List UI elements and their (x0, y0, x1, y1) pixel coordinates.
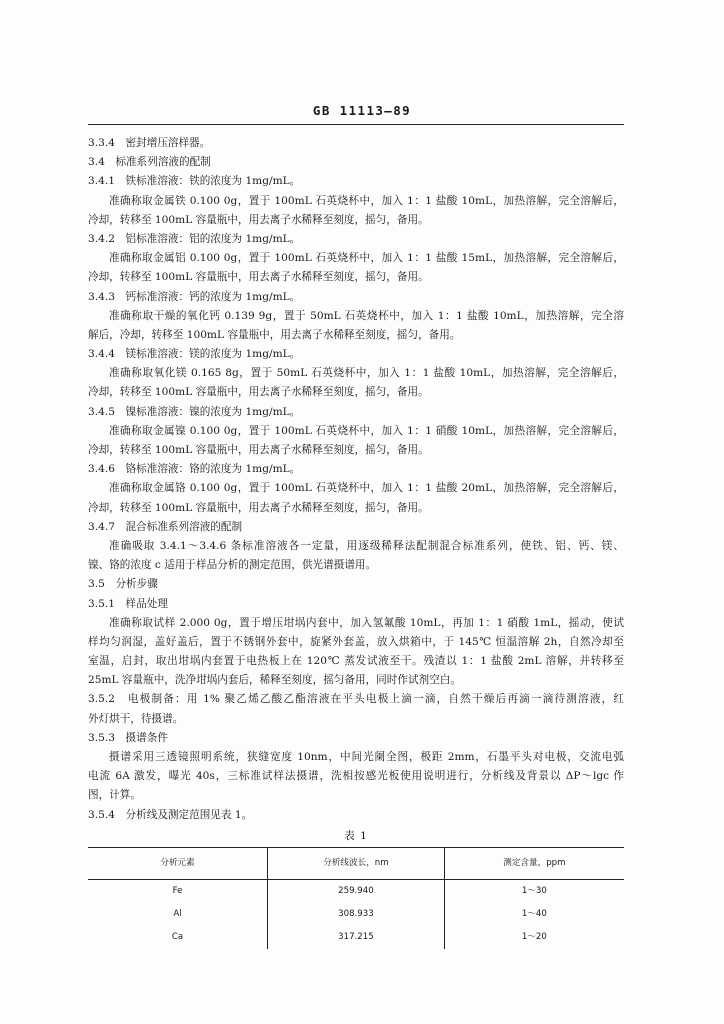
clause-3-4-2-text-cont: 冷却，转移至 100mL 容量瓶中，用去离子水稀释至刻度，摇匀，备用。 (88, 271, 429, 284)
header-range: 测定含量，ppm (444, 847, 624, 879)
cell-wavelength: 259.940 (268, 879, 445, 903)
clause-3-5-1-text-cont-3: 25mL 容量瓶中，洗净坩埚内套后，稀释至刻度，摇匀备用，同时作试剂空白。 (88, 674, 461, 687)
section-3-5-heading: 3.5 分析步骤 (88, 578, 158, 591)
clause-3-5-1-heading: 3.5.1 样品处理 (88, 597, 168, 610)
clause-3-5-2-text: 3.5.2 电极制备：用 1% 聚乙烯乙酸乙酯溶液在平头电极上滴一滴，自然干燥后再滴一滴待测溶液，红 (88, 693, 624, 706)
clause-3-5-3-heading: 3.5.3 摄谱条件 (88, 731, 168, 744)
clause-3-4-5-heading: 3.4.5 镍标准溶液：镍的浓度为 1mg/mL。 (88, 405, 301, 418)
clause-3-4-1-text: 准确称取金属铁 0.100 0g，置于 100mL 石英烧杯中，加入 1：1 盐酸 10mL，加热溶解，完全溶解后， (109, 194, 624, 207)
clause-3-4-7-text-cont: 镍、铬的浓度 c 适用于样品分析的测定范围，供光谱摄谱用。 (88, 559, 377, 572)
clause-3-4-3-heading: 3.4.3 钙标准溶液：钙的浓度为 1mg/mL。 (88, 290, 301, 303)
clause-3-4-1-text-cont: 冷却，转移至 100mL 容量瓶中，用去离子水稀释至刻度，摇匀，备用。 (88, 213, 429, 226)
clause-3-4-6-text: 准确称取金属铬 0.100 0g，置于 100mL 石英烧杯中，加入 1：1 盐酸 20mL，加热溶解，完全溶解后， (109, 482, 624, 495)
cell-wavelength: 308.933 (268, 903, 445, 926)
table-row (88, 903, 624, 926)
header-wavelength: 分析线波长，nm (268, 847, 445, 879)
clause-3-4-6-heading: 3.4.6 铬标准溶液：铬的浓度为 1mg/mL。 (88, 463, 301, 476)
clause-3-5-3-text-cont-1: 电流 6A 激发，曝光 40s，三标准试样法摄谱，洗相按感光板使用说明进行，分析线及背景以 ΔP～lgc 作 (88, 770, 624, 783)
header-element: 分析元素 (88, 847, 268, 879)
cell-element: Fe (88, 879, 268, 903)
clause-3-5-4-text: 3.5.4 分析线及测定范围见表 1。 (88, 808, 253, 821)
clause-3-4-2-text: 准确称取金属铝 0.100 0g，置于 100mL 石英烧杯中，加入 1：1 盐酸 15mL，加热溶解，完全溶解后， (109, 252, 624, 265)
table-row (88, 926, 624, 949)
clause-3-5-1-text-cont-2: 室温，启封，取出坩埚内套置于电热板上在 120℃ 蒸发试液至干。残渣以 1：1 盐酸 2mL 溶解，并转移至 (88, 655, 624, 668)
table-row (88, 879, 624, 903)
clause-3-4-7-text: 准确吸取 3.4.1～3.4.6 条标准溶液各一定量，用逐级稀释法配制混合标准系列，使铁、铝、钙、镁、 (109, 539, 624, 552)
cell-range: 1～20 (521, 931, 547, 942)
table-caption: 表 1 (344, 829, 368, 842)
clause-3-4-4-text-cont: 冷却，转移至 100mL 容量瓶中，用去离子水稀释至刻度，摇匀，备用。 (88, 386, 429, 399)
clause-3-3-4: 3.3.4 密封增压溶样器。 (88, 137, 211, 149)
cell-range: 1～30 (521, 885, 547, 896)
cell-range: 1～40 (521, 908, 547, 919)
table-header-row (88, 847, 624, 879)
clause-3-4-4-heading: 3.4.4 镁标准溶液：镁的浓度为 1mg/mL。 (88, 348, 301, 361)
clause-3-4-2-heading: 3.4.2 铝标准溶液：铝的浓度为 1mg/mL。 (88, 232, 301, 245)
clause-3-5-1-text: 准确称取试样 2.000 0g，置于增压坩埚内套中，加入氢氟酸 10mL，再加 1：1 硝酸 1mL，摇动，使试 (109, 616, 624, 629)
cell-element: Al (88, 903, 268, 926)
cell-element: Ca (88, 926, 268, 949)
clause-3-5-1-text-cont-1: 样均匀润湿，盖好盖后，置于不锈钢外套中，旋紧外套盖，放入烘箱中，于 145℃ 恒温溶解 2h，自然冷却至 (88, 635, 624, 648)
document-body (88, 134, 624, 949)
clause-3-4-5-text-cont: 冷却，转移至 100mL 容量瓶中，用去离子水稀释至刻度，摇匀，备用。 (88, 444, 429, 456)
analysis-lines-table (88, 847, 624, 949)
clause-3-4-3-text: 准确称取干燥的氧化钙 0.139 9g，置于 50mL 石英烧杯中，加入 1：1 盐酸 10mL，加热溶解，完全溶 (109, 309, 624, 322)
section-3-4-heading: 3.4 标准系列溶液的配制 (88, 156, 211, 169)
standard-code-header: GB 11113—89 (312, 103, 412, 118)
clause-3-4-1-heading: 3.4.1 铁标准溶液：铁的浓度为 1mg/mL。 (88, 175, 301, 188)
clause-3-4-4-text: 准确称取氧化镁 0.165 8g，置于 50mL 石英烧杯中，加入 1：1 盐酸 10mL，加热溶解，完全溶解后， (109, 367, 624, 380)
clause-3-4-7-heading: 3.4.7 混合标准系列溶液的配制 (88, 520, 243, 533)
clause-3-4-6-text-cont: 冷却，转移至 100mL 容量瓶中，用去离子水稀释至刻度，摇匀，备用。 (88, 501, 429, 514)
header-rule (88, 124, 624, 125)
clause-3-5-3-text-cont-2: 图，计算。 (88, 789, 141, 802)
clause-3-4-3-text-cont: 解后，冷却，转移至 100mL 容量瓶中，用去离子水稀释至刻度，摇匀，备用。 (88, 328, 461, 341)
cell-wavelength: 317.215 (268, 926, 445, 949)
clause-3-4-5-text: 准确称取金属镍 0.100 0g，置于 100mL 石英烧杯中，加入 1：1 硝酸 10mL，加热溶解，完全溶解后， (109, 424, 624, 437)
clause-3-5-3-text: 摄谱采用三透镜照明系统，狭缝宽度 10nm，中间光阑全图，极距 2mm，石墨平头对电极，交流电弧 (109, 751, 624, 763)
clause-3-5-2-text-cont: 外灯烘干，待摄谱。 (88, 712, 184, 725)
